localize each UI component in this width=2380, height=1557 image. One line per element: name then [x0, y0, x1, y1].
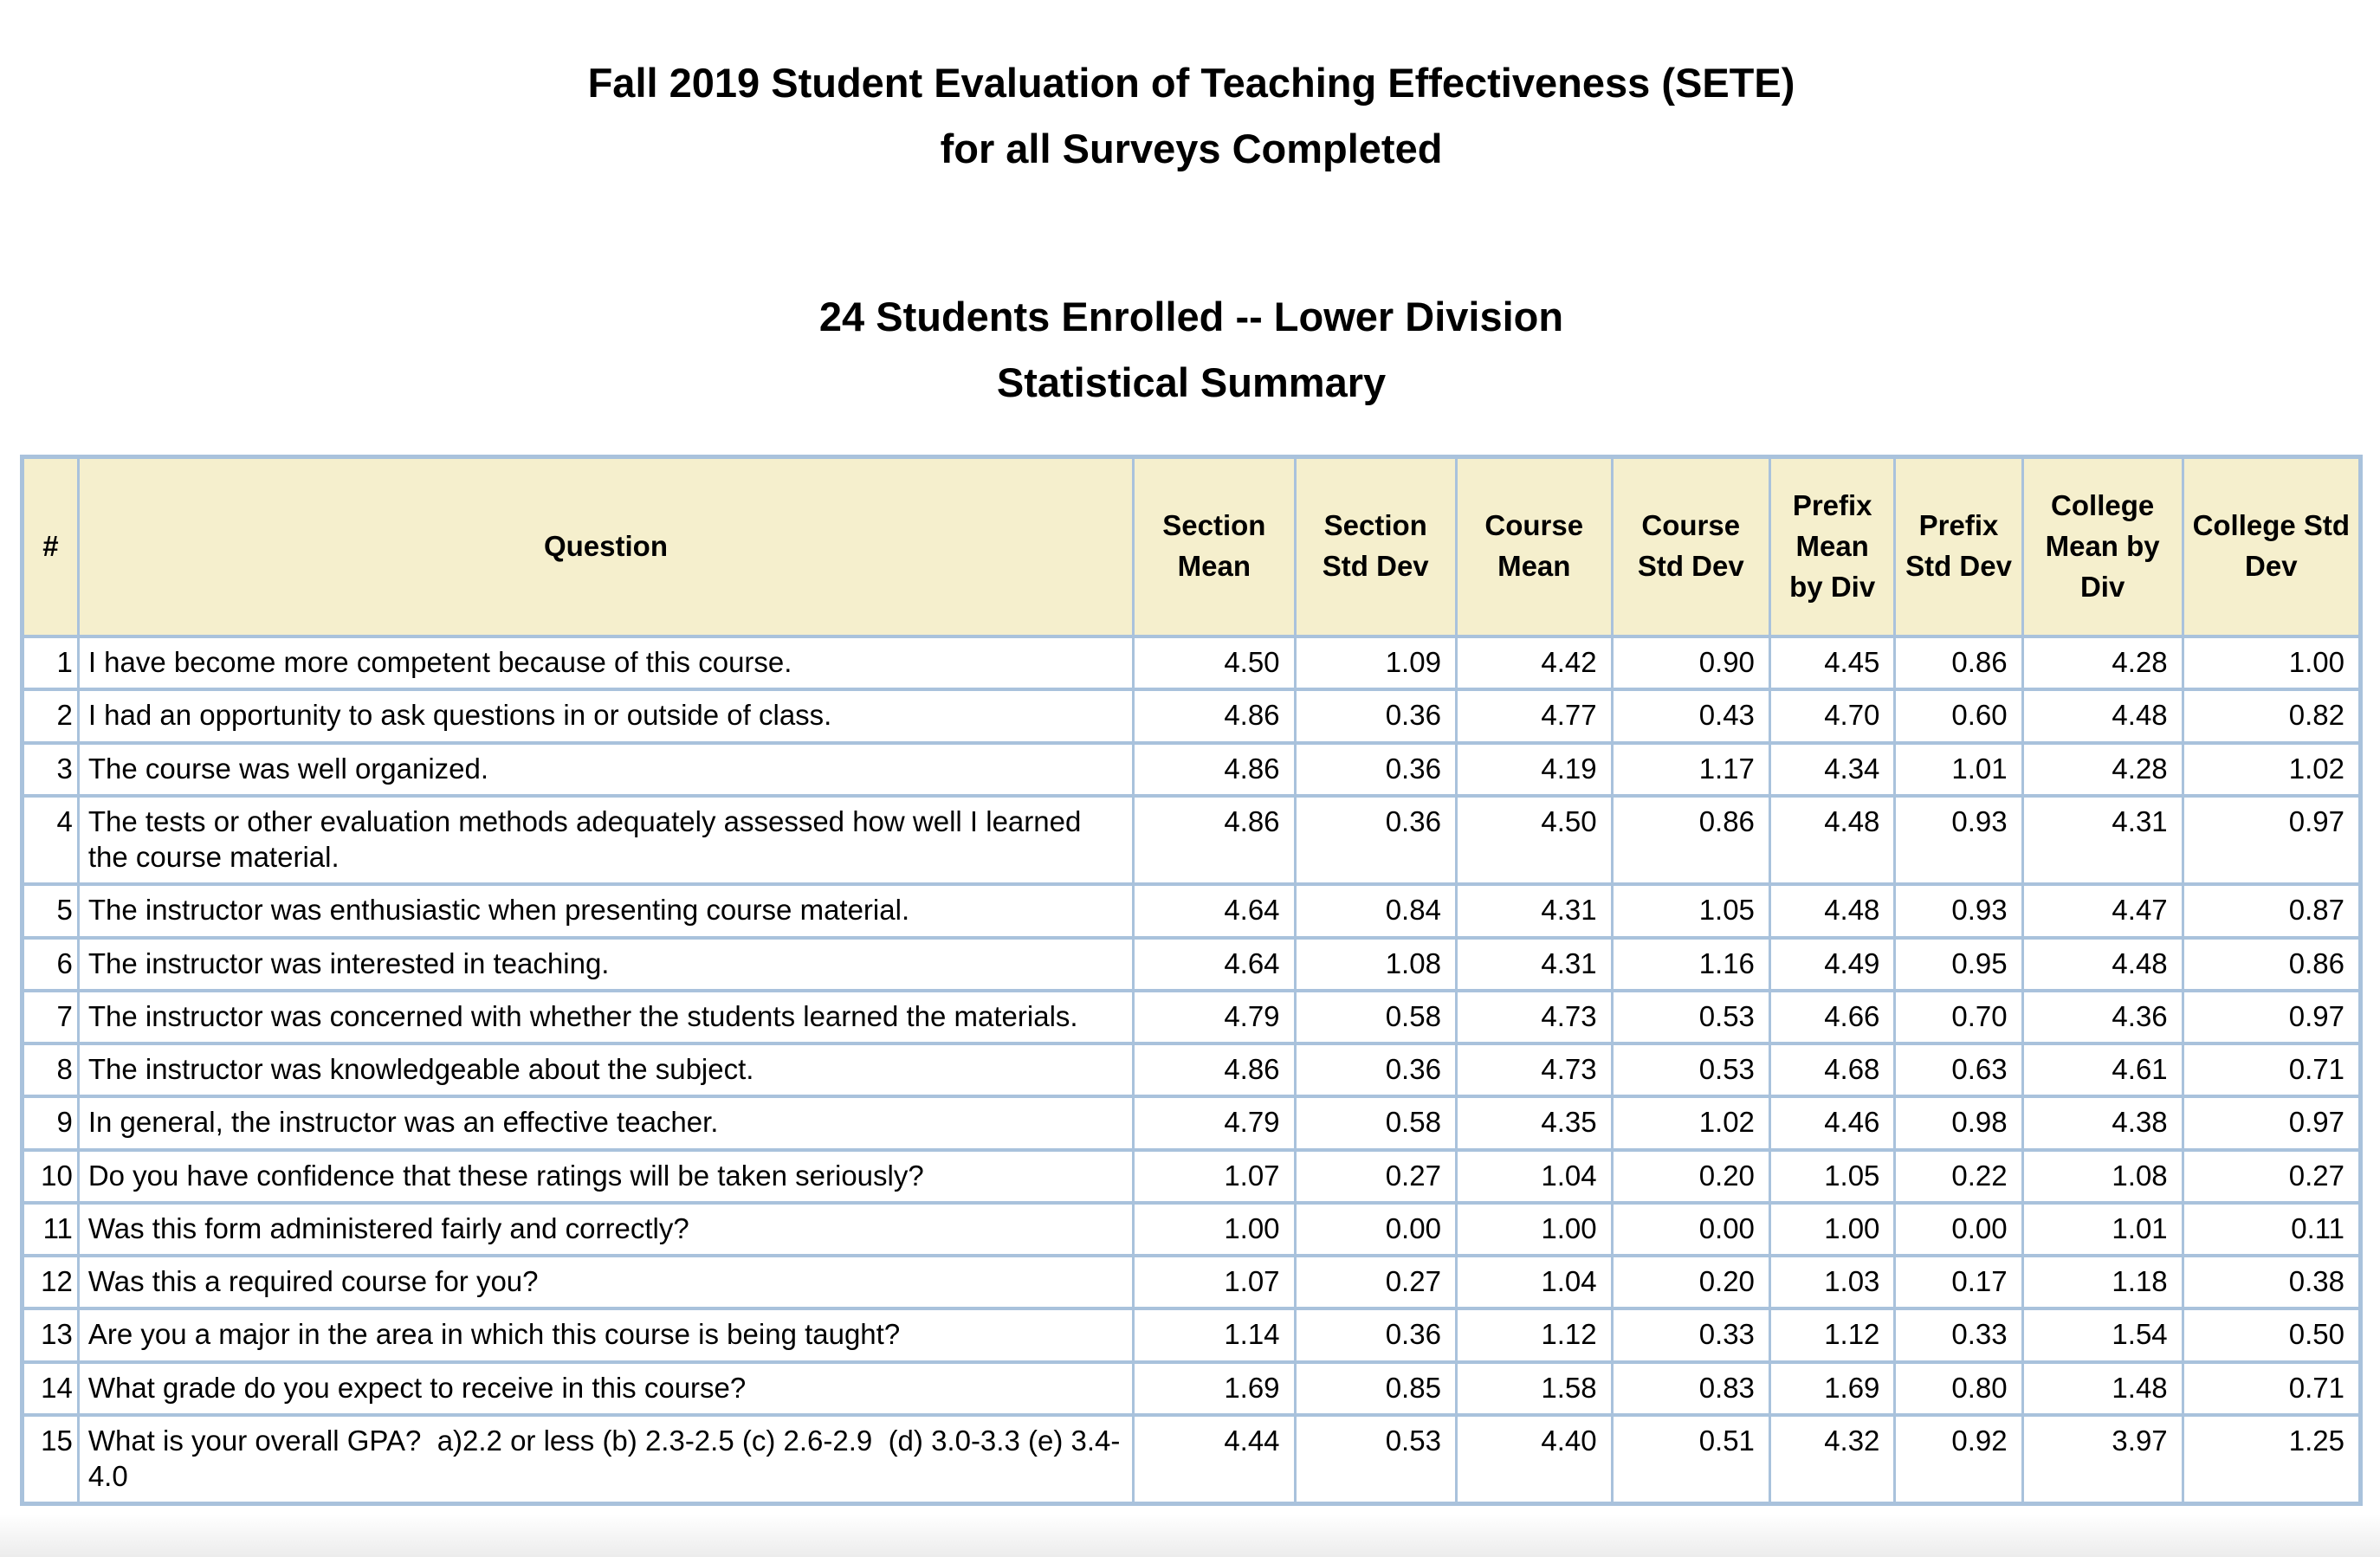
table-header-row [23, 456, 2361, 636]
question-cell: The instructor was interested in teaching. [78, 938, 1133, 991]
value-cell: 0.71 [2183, 1362, 2360, 1415]
value-cell: 4.40 [1456, 1415, 1612, 1504]
value-cell: 0.36 [1295, 1043, 1456, 1096]
value-cell: 1.04 [1456, 1150, 1612, 1203]
row-number-cell: 12 [23, 1256, 79, 1308]
value-cell: 4.49 [1769, 938, 1895, 991]
col-header-section-mean: Section Mean [1134, 456, 1295, 636]
value-cell: 1.08 [1295, 938, 1456, 991]
value-cell: 1.00 [1134, 1203, 1295, 1256]
value-cell: 4.66 [1769, 991, 1895, 1043]
value-cell: 1.54 [2022, 1308, 2183, 1361]
value-cell: 1.69 [1134, 1362, 1295, 1415]
value-cell: 1.05 [1769, 1150, 1895, 1203]
table-row [23, 991, 2361, 1043]
value-cell: 0.97 [2183, 796, 2360, 885]
value-cell: 0.53 [1612, 991, 1769, 1043]
value-cell: 0.93 [1895, 796, 2022, 885]
col-header-num: # [23, 456, 79, 636]
value-cell: 0.53 [1612, 1043, 1769, 1096]
table-row [23, 1043, 2361, 1096]
value-cell: 4.70 [1769, 689, 1895, 742]
value-cell: 0.71 [2183, 1043, 2360, 1096]
value-cell: 1.02 [2183, 743, 2360, 796]
value-cell: 4.38 [2022, 1096, 2183, 1149]
question-cell: The instructor was enthusiastic when presenting course material. [78, 884, 1133, 937]
row-number-cell: 15 [23, 1415, 79, 1504]
value-cell: 0.00 [1895, 1203, 2022, 1256]
question-cell: Are you a major in the area in which this course is being taught? [78, 1308, 1133, 1361]
value-cell: 0.95 [1895, 938, 2022, 991]
value-cell: 0.27 [2183, 1150, 2360, 1203]
question-cell: The instructor was knowledgeable about the subject. [78, 1043, 1133, 1096]
value-cell: 4.64 [1134, 884, 1295, 937]
value-cell: 1.00 [1456, 1203, 1612, 1256]
col-header-college-mean-by-div: College Mean by Div [2022, 456, 2183, 636]
value-cell: 1.01 [1895, 743, 2022, 796]
value-cell: 0.36 [1295, 1308, 1456, 1361]
value-cell: 0.86 [1612, 796, 1769, 885]
table-row [23, 1362, 2361, 1415]
question-cell: Do you have confidence that these ratings will be taken seriously? [78, 1150, 1133, 1203]
value-cell: 0.90 [1612, 636, 1769, 689]
col-header-college-std-dev: College Std Dev [2183, 456, 2360, 636]
question-cell: The tests or other evaluation methods adequately assessed how well I learned the course material. [78, 796, 1133, 885]
value-cell: 0.17 [1895, 1256, 2022, 1308]
value-cell: 4.73 [1456, 1043, 1612, 1096]
value-cell: 4.79 [1134, 1096, 1295, 1149]
table-header [23, 456, 2361, 636]
value-cell: 4.36 [2022, 991, 2183, 1043]
value-cell: 4.61 [2022, 1043, 2183, 1096]
question-cell: I have become more competent because of this course. [78, 636, 1133, 689]
value-cell: 4.44 [1134, 1415, 1295, 1504]
value-cell: 4.45 [1769, 636, 1895, 689]
table-row [23, 938, 2361, 991]
report-subtitle-line1: 24 Students Enrolled -- Lower Division [818, 294, 1564, 340]
value-cell: 0.70 [1895, 991, 2022, 1043]
report-title [20, 50, 2363, 182]
value-cell: 1.17 [1612, 743, 1769, 796]
question-cell: Was this form administered fairly and correctly? [78, 1203, 1133, 1256]
value-cell: 4.32 [1769, 1415, 1895, 1504]
value-cell: 4.28 [2022, 743, 2183, 796]
value-cell: 0.98 [1895, 1096, 2022, 1149]
value-cell: 0.36 [1295, 743, 1456, 796]
value-cell: 0.86 [1895, 636, 2022, 689]
value-cell: 0.00 [1295, 1203, 1456, 1256]
table-row [23, 1203, 2361, 1256]
value-cell: 1.04 [1456, 1256, 1612, 1308]
value-cell: 0.60 [1895, 689, 2022, 742]
row-number-cell: 8 [23, 1043, 79, 1096]
table-row [23, 1256, 2361, 1308]
question-cell: In general, the instructor was an effective teacher. [78, 1096, 1133, 1149]
value-cell: 0.20 [1612, 1150, 1769, 1203]
table-row [23, 743, 2361, 796]
value-cell: 0.97 [2183, 991, 2360, 1043]
table-row [23, 884, 2361, 937]
value-cell: 1.08 [2022, 1150, 2183, 1203]
value-cell: 4.31 [1456, 938, 1612, 991]
table-row [23, 1415, 2361, 1504]
value-cell: 1.09 [1295, 636, 1456, 689]
report-subtitle [20, 284, 2363, 416]
value-cell: 0.58 [1295, 991, 1456, 1043]
value-cell: 4.47 [2022, 884, 2183, 937]
value-cell: 4.42 [1456, 636, 1612, 689]
value-cell: 1.18 [2022, 1256, 2183, 1308]
question-cell: Was this a required course for you? [78, 1256, 1133, 1308]
value-cell: 1.12 [1769, 1308, 1895, 1361]
value-cell: 1.05 [1612, 884, 1769, 937]
question-cell: I had an opportunity to ask questions in or outside of class. [78, 689, 1133, 742]
col-header-course-mean: Course Mean [1456, 456, 1612, 636]
value-cell: 0.20 [1612, 1256, 1769, 1308]
value-cell: 0.50 [2183, 1308, 2360, 1361]
value-cell: 4.50 [1456, 796, 1612, 885]
value-cell: 0.83 [1612, 1362, 1769, 1415]
col-header-prefix-mean-by-div: Prefix Mean by Div [1769, 456, 1895, 636]
value-cell: 4.28 [2022, 636, 2183, 689]
value-cell: 4.73 [1456, 991, 1612, 1043]
value-cell: 0.53 [1295, 1415, 1456, 1504]
value-cell: 4.19 [1456, 743, 1612, 796]
report-subtitle-line2: Statistical Summary [996, 359, 1387, 406]
row-number-cell: 4 [23, 796, 79, 885]
row-number-cell: 14 [23, 1362, 79, 1415]
table-body [23, 636, 2361, 1504]
value-cell: 3.97 [2022, 1415, 2183, 1504]
value-cell: 0.84 [1295, 884, 1456, 937]
value-cell: 1.12 [1456, 1308, 1612, 1361]
question-cell: The instructor was concerned with whether the students learned the materials. [78, 991, 1133, 1043]
value-cell: 0.86 [2183, 938, 2360, 991]
value-cell: 0.58 [1295, 1096, 1456, 1149]
row-number-cell: 7 [23, 991, 79, 1043]
value-cell: 0.97 [2183, 1096, 2360, 1149]
row-number-cell: 6 [23, 938, 79, 991]
row-number-cell: 11 [23, 1203, 79, 1256]
row-number-cell: 2 [23, 689, 79, 742]
value-cell: 1.00 [1769, 1203, 1895, 1256]
value-cell: 1.48 [2022, 1362, 2183, 1415]
value-cell: 1.07 [1134, 1256, 1295, 1308]
value-cell: 0.11 [2183, 1203, 2360, 1256]
value-cell: 0.87 [2183, 884, 2360, 937]
table-row [23, 689, 2361, 742]
value-cell: 1.58 [1456, 1362, 1612, 1415]
value-cell: 1.07 [1134, 1150, 1295, 1203]
col-header-question: Question [78, 456, 1133, 636]
row-number-cell: 9 [23, 1096, 79, 1149]
value-cell: 0.22 [1895, 1150, 2022, 1203]
col-header-prefix-std-dev: Prefix Std Dev [1895, 456, 2022, 636]
col-header-section-std-dev: Section Std Dev [1295, 456, 1456, 636]
value-cell: 4.48 [1769, 796, 1895, 885]
value-cell: 0.85 [1295, 1362, 1456, 1415]
table-row [23, 796, 2361, 885]
value-cell: 0.36 [1295, 689, 1456, 742]
value-cell: 1.69 [1769, 1362, 1895, 1415]
value-cell: 4.34 [1769, 743, 1895, 796]
report-title-line2: for all Surveys Completed [940, 126, 1443, 172]
value-cell: 0.33 [1895, 1308, 2022, 1361]
value-cell: 4.68 [1769, 1043, 1895, 1096]
value-cell: 4.86 [1134, 796, 1295, 885]
value-cell: 4.46 [1769, 1096, 1895, 1149]
value-cell: 1.02 [1612, 1096, 1769, 1149]
row-number-cell: 1 [23, 636, 79, 689]
value-cell: 1.03 [1769, 1256, 1895, 1308]
row-number-cell: 13 [23, 1308, 79, 1361]
value-cell: 4.31 [1456, 884, 1612, 937]
report-title-line1: Fall 2019 Student Evaluation of Teaching Effectiveness (SETE) [587, 60, 1795, 106]
question-cell: The course was well organized. [78, 743, 1133, 796]
value-cell: 4.48 [2022, 938, 2183, 991]
value-cell: 4.48 [2022, 689, 2183, 742]
value-cell: 4.64 [1134, 938, 1295, 991]
table-row [23, 636, 2361, 689]
question-cell: What is your overall GPA? a)2.2 or less (b) 2.3-2.5 (c) 2.6-2.9 (d) 3.0-3.3 (e) 3.4-4.0 [78, 1415, 1133, 1504]
value-cell: 1.14 [1134, 1308, 1295, 1361]
value-cell: 0.92 [1895, 1415, 2022, 1504]
row-number-cell: 10 [23, 1150, 79, 1203]
value-cell: 1.01 [2022, 1203, 2183, 1256]
row-number-cell: 5 [23, 884, 79, 937]
value-cell: 4.31 [2022, 796, 2183, 885]
row-number-cell: 3 [23, 743, 79, 796]
value-cell: 4.50 [1134, 636, 1295, 689]
value-cell: 0.27 [1295, 1150, 1456, 1203]
value-cell: 0.27 [1295, 1256, 1456, 1308]
value-cell: 4.86 [1134, 743, 1295, 796]
question-cell: What grade do you expect to receive in this course? [78, 1362, 1133, 1415]
table-row [23, 1096, 2361, 1149]
value-cell: 1.25 [2183, 1415, 2360, 1504]
value-cell: 4.35 [1456, 1096, 1612, 1149]
col-header-course-std-dev: Course Std Dev [1612, 456, 1769, 636]
value-cell: 0.43 [1612, 689, 1769, 742]
value-cell: 0.00 [1612, 1203, 1769, 1256]
value-cell: 1.16 [1612, 938, 1769, 991]
value-cell: 4.77 [1456, 689, 1612, 742]
value-cell: 4.86 [1134, 689, 1295, 742]
value-cell: 0.93 [1895, 884, 2022, 937]
value-cell: 0.63 [1895, 1043, 2022, 1096]
value-cell: 4.48 [1769, 884, 1895, 937]
value-cell: 0.82 [2183, 689, 2360, 742]
value-cell: 0.33 [1612, 1308, 1769, 1361]
page-bottom-fade [0, 1514, 2380, 1557]
value-cell: 4.79 [1134, 991, 1295, 1043]
sete-summary-table [20, 455, 2363, 1507]
value-cell: 4.86 [1134, 1043, 1295, 1096]
table-row [23, 1308, 2361, 1361]
value-cell: 0.38 [2183, 1256, 2360, 1308]
table-row [23, 1150, 2361, 1203]
value-cell: 0.36 [1295, 796, 1456, 885]
value-cell: 0.51 [1612, 1415, 1769, 1504]
value-cell: 0.80 [1895, 1362, 2022, 1415]
value-cell: 1.00 [2183, 636, 2360, 689]
